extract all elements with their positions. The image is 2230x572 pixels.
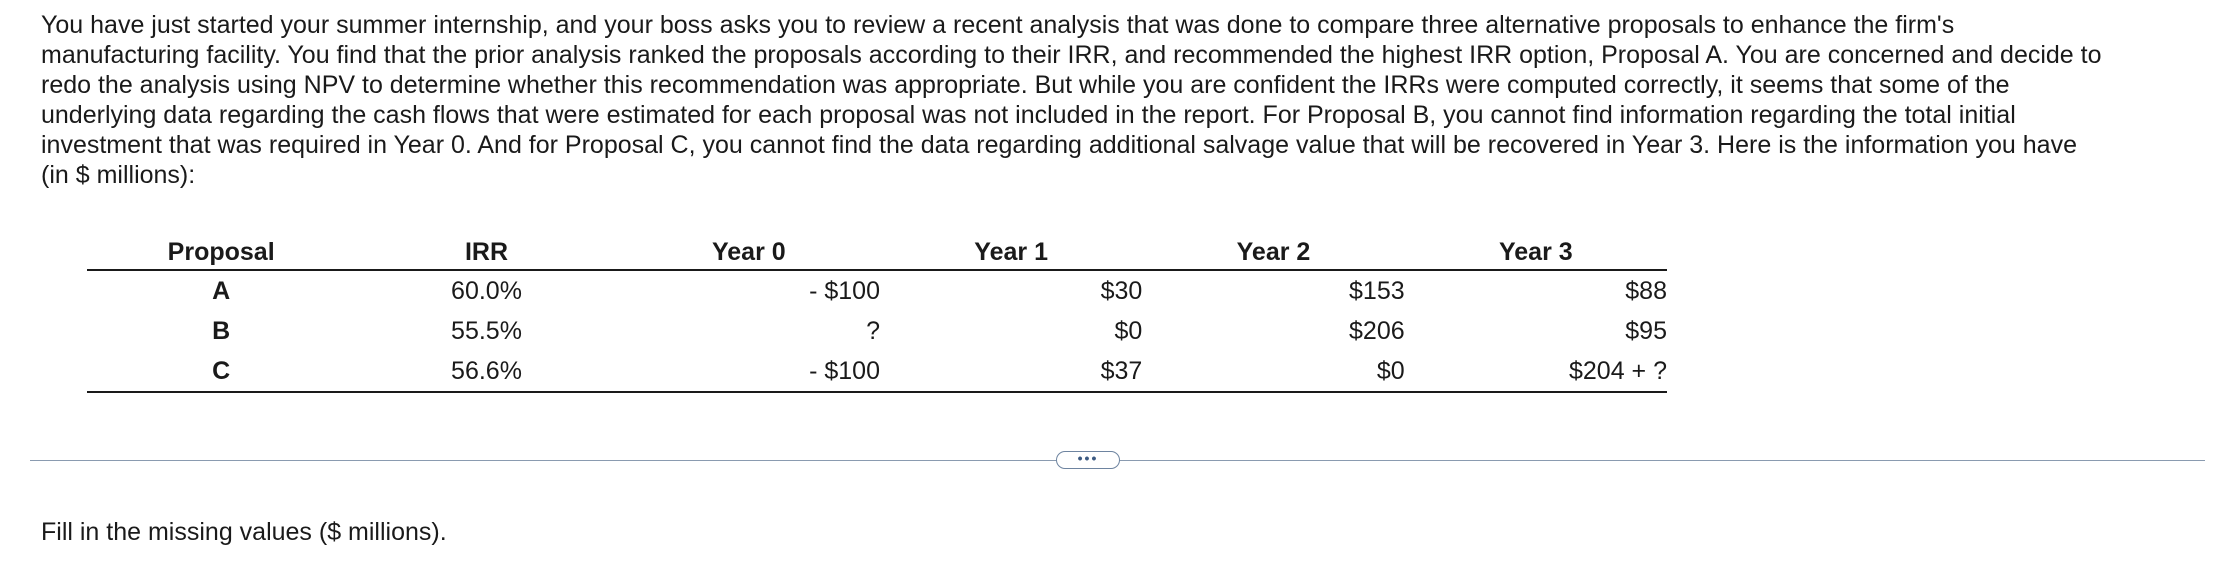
header-proposal: Proposal <box>87 235 355 270</box>
header-year-3: Year 3 <box>1405 235 1667 270</box>
year-3-cell: $88 <box>1625 276 1667 305</box>
year-2-cell: $0 <box>1142 351 1404 392</box>
irr-cell: 55.5% <box>451 316 522 345</box>
year-2-cell: $153 <box>1349 276 1405 305</box>
question-line: You have just started your summer internship, and your boss asks you to review a recent analysis that was done to compare three alternative proposals to enhance the firm's <box>41 11 1955 39</box>
table-header-row <box>87 235 1667 270</box>
irr-cell: 60.0% <box>451 276 522 305</box>
irr-cell: 56.6% <box>355 351 617 392</box>
proposal-cell: A <box>212 276 231 305</box>
proposal-cell: C <box>87 351 355 392</box>
fill-in-prompt: Fill in the missing values ($ millions). <box>41 518 447 546</box>
table-row <box>87 351 1667 392</box>
header-irr: IRR <box>355 235 617 270</box>
proposal-cell: B <box>212 316 231 345</box>
year-3-cell: $95 <box>1625 316 1667 345</box>
question-text <box>41 10 2211 190</box>
year-2-cell: $206 <box>1349 316 1405 345</box>
year-3-cell: $204 + ? <box>1405 351 1667 392</box>
table-row <box>87 311 1667 351</box>
header-year-2: Year 2 <box>1142 235 1404 270</box>
year-1-cell: $37 <box>880 351 1142 392</box>
question-line: investment that was required in Year 0. And for Proposal C, you cannot find the data regarding additional salvage value that will be recovered in Year 3. Here is the information you have <box>41 131 2077 159</box>
question-line: underlying data regarding the cash flows that were estimated for each proposal was not included in the report. For Proposal B, you cannot find information regarding the total initial <box>41 101 2016 129</box>
question-line: manufacturing facility. You find that the prior analysis ranked the proposals according to their IRR, and recommended the highest IRR option, Proposal A. You are concerned and decide to <box>41 41 2102 69</box>
year-1-cell: $30 <box>1100 276 1143 305</box>
year-0-cell: - $100 <box>618 351 880 392</box>
year-0-cell: - $100 <box>809 276 880 305</box>
year-1-cell: $0 <box>1114 316 1143 345</box>
ellipsis-icon: ••• <box>1077 449 1099 466</box>
cash-flow-table <box>87 235 1667 393</box>
question-line: redo the analysis using NPV to determine whether this recommendation was appropriate. But while you are confident the IRRs were computed correctly, it seems that some of the <box>41 71 2010 99</box>
year-0-cell: ? <box>866 316 880 345</box>
expand-button[interactable] <box>1056 451 1120 469</box>
question-line: (in $ millions): <box>41 161 196 189</box>
table-row <box>87 270 1667 311</box>
header-year-1: Year 1 <box>880 235 1142 270</box>
header-year-0: Year 0 <box>618 235 880 270</box>
